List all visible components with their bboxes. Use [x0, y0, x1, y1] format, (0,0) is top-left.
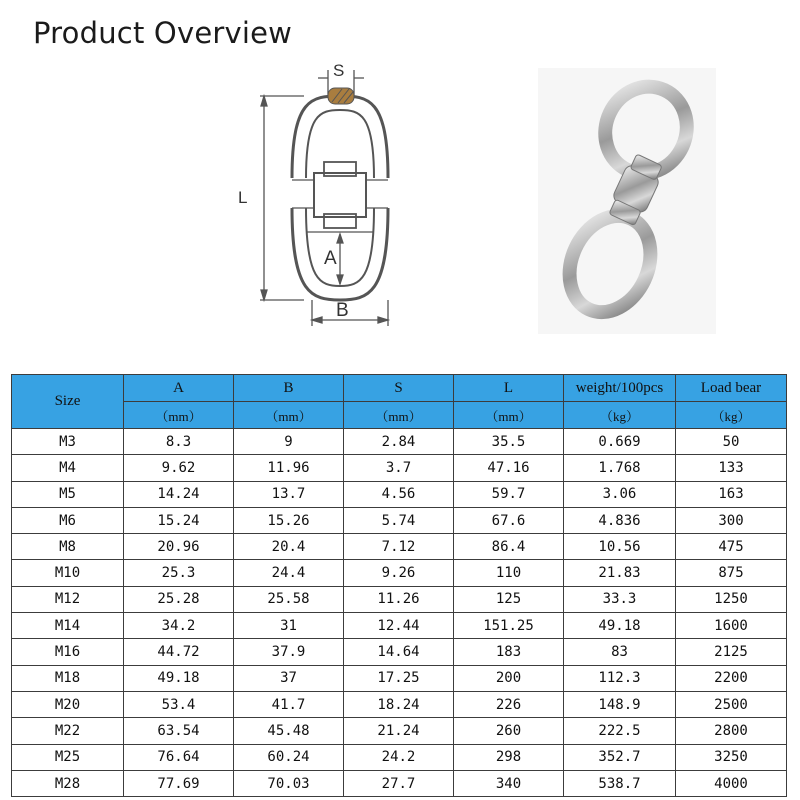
table-cell: 2500 — [676, 691, 787, 717]
table-cell: 112.3 — [564, 665, 676, 691]
table-cell: 11.96 — [234, 455, 344, 481]
table-cell: 8.3 — [124, 429, 234, 455]
table-cell: 70.03 — [234, 770, 344, 796]
table-cell: 17.25 — [344, 665, 454, 691]
table-cell: 148.9 — [564, 691, 676, 717]
table-cell: 4.836 — [564, 507, 676, 533]
table-cell: 3.7 — [344, 455, 454, 481]
unit-s: （mm） — [344, 402, 454, 429]
table-cell: M4 — [12, 455, 124, 481]
label-b: B — [336, 300, 349, 321]
table-row — [12, 665, 787, 691]
table-cell: 63.54 — [124, 718, 234, 744]
table-cell: 67.6 — [454, 507, 564, 533]
table-cell: 18.24 — [344, 691, 454, 717]
header-b: B — [234, 375, 344, 402]
table-cell: 11.26 — [344, 586, 454, 612]
table-cell: M10 — [12, 560, 124, 586]
table-cell: 34.2 — [124, 613, 234, 639]
table-row — [12, 744, 787, 770]
table-cell: M18 — [12, 665, 124, 691]
table-cell: 0.669 — [564, 429, 676, 455]
table-cell: 3250 — [676, 744, 787, 770]
table-row — [12, 718, 787, 744]
table-row — [12, 770, 787, 796]
table-cell: 1.768 — [564, 455, 676, 481]
unit-l: （mm） — [454, 402, 564, 429]
table-cell: 260 — [454, 718, 564, 744]
unit-b: （mm） — [234, 402, 344, 429]
table-row — [12, 481, 787, 507]
table-cell: 15.24 — [124, 507, 234, 533]
table-cell: 15.26 — [234, 507, 344, 533]
table-cell: 226 — [454, 691, 564, 717]
table-cell: 13.7 — [234, 481, 344, 507]
table-cell: 25.58 — [234, 586, 344, 612]
table-cell: 35.5 — [454, 429, 564, 455]
table-cell: 5.74 — [344, 507, 454, 533]
table-cell: 2200 — [676, 665, 787, 691]
unit-a: （mm） — [124, 402, 234, 429]
table-cell: M16 — [12, 639, 124, 665]
table-row — [12, 534, 787, 560]
table-cell: 49.18 — [124, 665, 234, 691]
table-cell: 538.7 — [564, 770, 676, 796]
label-s: S — [333, 61, 345, 80]
header-s: S — [344, 375, 454, 402]
table-cell: 37 — [234, 665, 344, 691]
table-cell: 200 — [454, 665, 564, 691]
table-cell: 4000 — [676, 770, 787, 796]
table-cell: 2.84 — [344, 429, 454, 455]
table-cell: 21.83 — [564, 560, 676, 586]
table-cell: 875 — [676, 560, 787, 586]
table-cell: 45.48 — [234, 718, 344, 744]
header-l: L — [454, 375, 564, 402]
table-row — [12, 691, 787, 717]
table-cell: 14.24 — [124, 481, 234, 507]
table-cell: 14.64 — [344, 639, 454, 665]
table-row — [12, 455, 787, 481]
table-cell: 50 — [676, 429, 787, 455]
table-cell: 21.24 — [344, 718, 454, 744]
label-l: L — [238, 188, 248, 207]
table-cell: 33.3 — [564, 586, 676, 612]
table-cell: 340 — [454, 770, 564, 796]
table-cell: 76.64 — [124, 744, 234, 770]
swivel-diagram — [232, 58, 412, 328]
table-cell: M6 — [12, 507, 124, 533]
table-cell: 222.5 — [564, 718, 676, 744]
table-cell: M25 — [12, 744, 124, 770]
table-cell: 25.28 — [124, 586, 234, 612]
table-cell: 151.25 — [454, 613, 564, 639]
table-cell: 83 — [564, 639, 676, 665]
table-cell: 60.24 — [234, 744, 344, 770]
header-size: Size — [12, 375, 124, 429]
table-cell: 53.4 — [124, 691, 234, 717]
table-row — [12, 586, 787, 612]
table-cell: 44.72 — [124, 639, 234, 665]
table-row — [12, 613, 787, 639]
table-cell: 133 — [676, 455, 787, 481]
table-cell: 77.69 — [124, 770, 234, 796]
table-cell: 24.4 — [234, 560, 344, 586]
table-cell: 125 — [454, 586, 564, 612]
table-cell: M14 — [12, 613, 124, 639]
table-cell: 12.44 — [344, 613, 454, 639]
table-cell: 20.96 — [124, 534, 234, 560]
table-row — [12, 560, 787, 586]
table-cell: M28 — [12, 770, 124, 796]
table-cell: 163 — [676, 481, 787, 507]
table-cell: 27.7 — [344, 770, 454, 796]
table-cell: 110 — [454, 560, 564, 586]
table-cell: 1600 — [676, 613, 787, 639]
table-cell: 1250 — [676, 586, 787, 612]
table-cell: 4.56 — [344, 481, 454, 507]
table-cell: 3.06 — [564, 481, 676, 507]
table-cell: 2800 — [676, 718, 787, 744]
table-cell: 2125 — [676, 639, 787, 665]
table-cell: 25.3 — [124, 560, 234, 586]
table-row — [12, 429, 787, 455]
table-row — [12, 639, 787, 665]
table-cell: 7.12 — [344, 534, 454, 560]
table-cell: M20 — [12, 691, 124, 717]
header-weight: weight/100pcs — [564, 375, 676, 402]
table-cell: M5 — [12, 481, 124, 507]
table-cell: 10.56 — [564, 534, 676, 560]
table-cell: 59.7 — [454, 481, 564, 507]
table-cell: 9.62 — [124, 455, 234, 481]
table-cell: 9.26 — [344, 560, 454, 586]
page-title: Product Overview — [33, 16, 293, 50]
table-cell: 300 — [676, 507, 787, 533]
table-cell: 47.16 — [454, 455, 564, 481]
table-cell: 37.9 — [234, 639, 344, 665]
unit-weight: （kg） — [564, 402, 676, 429]
table-cell: 20.4 — [234, 534, 344, 560]
spec-table-body — [12, 429, 787, 797]
unit-load: （kg） — [676, 402, 787, 429]
table-cell: M3 — [12, 429, 124, 455]
table-cell: 24.2 — [344, 744, 454, 770]
product-photo — [538, 68, 716, 334]
table-cell: 31 — [234, 613, 344, 639]
label-a: A — [324, 248, 337, 269]
table-cell: 183 — [454, 639, 564, 665]
table-cell: 49.18 — [564, 613, 676, 639]
table-cell: 352.7 — [564, 744, 676, 770]
table-cell: 475 — [676, 534, 787, 560]
table-cell: 9 — [234, 429, 344, 455]
header-a: A — [124, 375, 234, 402]
table-row — [12, 507, 787, 533]
table-cell: M22 — [12, 718, 124, 744]
table-cell: 86.4 — [454, 534, 564, 560]
table-cell: M8 — [12, 534, 124, 560]
table-cell: 41.7 — [234, 691, 344, 717]
table-cell: 298 — [454, 744, 564, 770]
spec-table — [11, 374, 787, 797]
header-load: Load bear — [676, 375, 787, 402]
table-cell: M12 — [12, 586, 124, 612]
